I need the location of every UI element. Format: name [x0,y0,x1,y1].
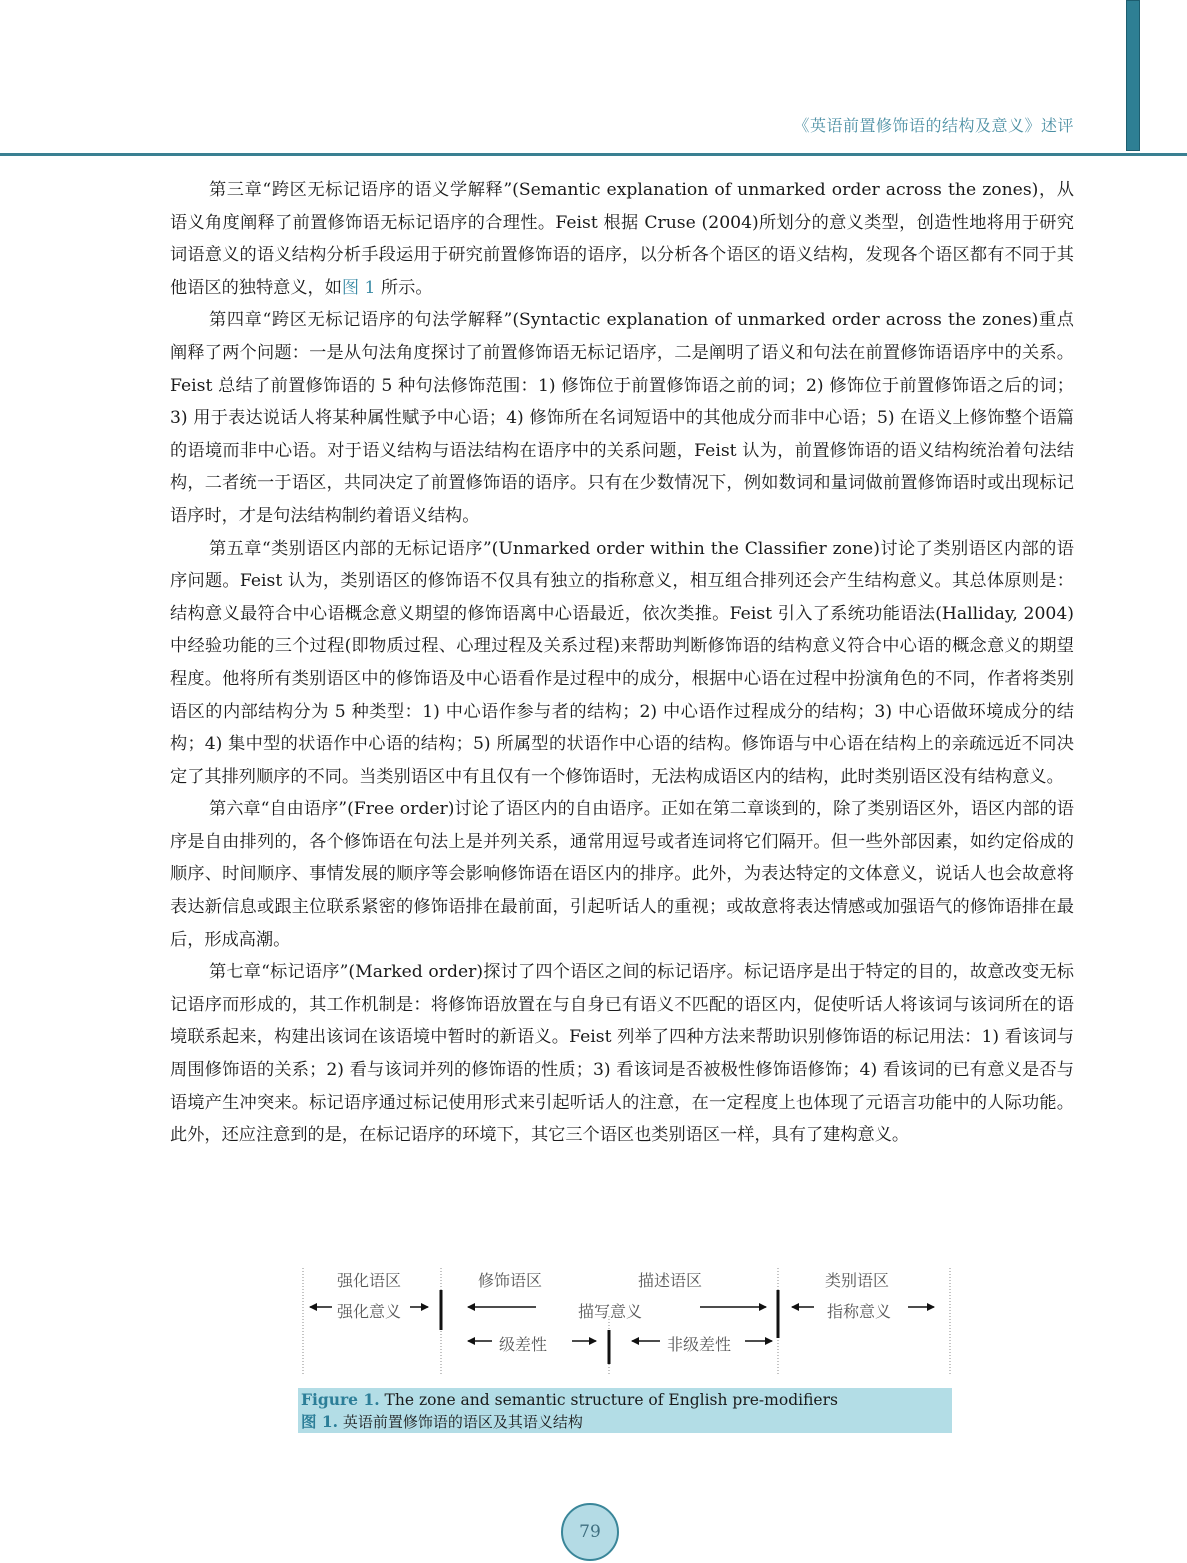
zone-label-intensifying: 强化语区 [337,1271,402,1290]
paragraph-text: 第三章“跨区无标记语序的语义学解释”(Semantic explanation of unmarked order across the zones)，从语义角度阐释了前置修饰语无标记语序的合理性。Feist 根据 Cruse (2004)所划分的意义类型，创造性地将用于研究词语意义的语义结构分析手段运用于研究前置修饰语的语序，以分析各个语区的语义结构，发现各个语区都有不同于其他语区的独特意义，如 [170,180,1074,298]
page-number-badge: 79 [561,1503,619,1561]
caption-text-zh: 英语前置修饰语的语区及其语义结构 [338,1413,583,1431]
paragraph-chapter6: 第六章“自由语序”(Free order)讨论了语区内的自由语序。正如在第二章谈到的，除了类别语区外，语区内部的语序是自由排列的，各个修饰语在句法上是并列关系，通常用逗号或者连词将它们隔开。但一些外部因素，如约定俗成的顺序、时间顺序、事情发展的顺序等会影响修饰语在语区内的排序。此外，为表达特定的文体意义，说话人也会故意将表达新信息或跟主位联系紧密的修饰语排在最前面，引起听话人的重视；或故意将表达情感或加强语气的修饰语排在最后，形成高潮。 [170,799,1074,950]
side-accent-bar [1126,0,1140,151]
body-text [170,174,1074,1152]
caption-figure-number: Figure 1. [301,1390,380,1409]
paragraph-text: 所示。 [375,277,433,298]
meaning-label-intensifying: 强化意义 [337,1302,402,1321]
figure-1-link[interactable]: 图 1 [341,277,376,298]
caption-chinese [301,1411,949,1433]
header-rule [0,153,1187,156]
zone-label-classifier: 类别语区 [825,1271,890,1290]
zone-label-modifying: 修饰语区 [478,1271,543,1290]
figure-caption [298,1388,952,1433]
caption-text-en: The zone and semantic structure of English pre-modifiers [379,1391,838,1409]
caption-figure-number-zh: 图 1. [301,1412,339,1431]
paragraph-chapter3 [170,174,1074,304]
gradable-label: 级差性 [499,1335,548,1354]
non-gradable-label: 非级差性 [667,1335,732,1354]
paragraph-chapter7: 第七章“标记语序”(Marked order)探讨了四个语区之间的标记语序。标记语序是出于特定的目的，故意改变无标记语序而形成的，其工作机制是：将修饰语放置在与自身已有语义不匹配的语区内，促使听话人将该词与该词所在的语境联系起来，构建出该词在该语境中暂时的新语义。Feist 列举了四种方法来帮助识别修饰语的标记用法：1) 看该词与周围修饰语的关系；2) 看与该词并列的修饰语的性质；3) 看该词是否被极性修饰语修饰；4) 看该词的已有意义是否与语境产生冲突来。标记语序通过标记使用形式来引起听话人的注意，在一定程度上也体现了元语言功能中的人际功能。此外，还应注意到的是，在标记语序的环境下，其它三个语区也类别语区一样，具有了建构意义。 [170,962,1074,1146]
figure-1-diagram [300,1264,952,1376]
zone-label-describing: 描述语区 [638,1271,703,1290]
caption-english [301,1389,949,1411]
meaning-label-descriptive: 描写意义 [578,1302,643,1321]
paragraph-chapter5: 第五章“类别语区内部的无标记语序”(Unmarked order within the Classifier zone)讨论了类别语区内部的语序问题。Feist 认为，类别语区的修饰语不仅具有独立的指称意义，相互组合排列还会产生结构意义。其总体原则是：结构意义最符合中心语概念意义期望的修饰语离中心语最近，依次类推。Feist 引入了系统功能语法(Halliday, 2004)中经验功能的三个过程(即物质过程、心理过程及关系过程)来帮助判断修饰语的结构意义符合中心语的概念意义的期望程度。他将所有类别语区中的修饰语及中心语看作是过程中的成分，根据中心语在过程中扮演角色的不同，作者将类别语区的内部结构分为 5 种类型：1) 中心语作参与者的结构；2) 中心语作过程成分的结构；3) 中心语做环境成分的结构；4) 集中型的状语作中心语的结构；5) 所属型的状语作中心语的结构。修饰语与中心语在结构上的亲疏远近不同决定了其排列顺序的不同。当类别语区中有且仅有一个修饰语时，无法构成语区内的结构，此时类别语区没有结构意义。 [170,538,1074,787]
paragraph-chapter4: 第四章“跨区无标记语序的句法学解释”(Syntactic explanation of unmarked order across the zones)重点阐释了两个问题：一是从句法角度探讨了前置修饰语无标记语序，二是阐明了语义和句法在前置修饰语语序中的关系。Feist 总结了前置修饰语的 5 种句法修饰范围：1) 修饰位于前置修饰语之前的词；2) 修饰位于前置修饰语之后的词；3) 用于表达说话人将某种属性赋予中心语；4) 修饰所在名词短语中的其他成分而非中心语；5) 在语义上修饰整个语篇的语境而非中心语。对于语义结构与语法结构在语序中的关系问题，Feist 认为，前置修饰语的语义结构统治着句法结构，二者统一于语区，共同决定了前置修饰语的语序。只有在少数情况下，例如数词和量词做前置修饰语时或出现标记语序时，才是句法结构制约着语义结构。 [170,310,1074,526]
running-title: 《英语前置修饰语的结构及意义》述评 [793,116,1074,135]
meaning-label-referential: 指称意义 [827,1302,892,1321]
